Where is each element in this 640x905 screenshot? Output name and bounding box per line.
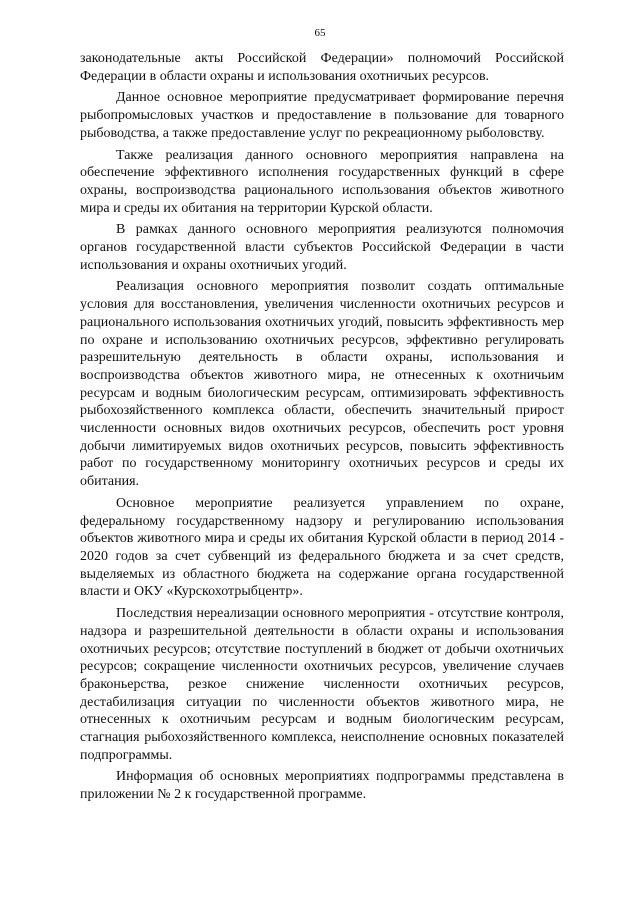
paragraph-continuation: законодательные акты Российской Федерации» полномочий Российской Федерации в области охраны и использования охотничьих ресурсов. (80, 51, 564, 84)
paragraph-appendix-reference: Информация об основных мероприятиях подпрограммы представлена в приложении № 2 к государственной программе. (80, 769, 564, 803)
paragraph-state-functions: Также реализация данного основного мероприятия направлена на обеспечение эффективного исполнения государственных функций в сфере охраны, воспроизводства рационального использования объектов животного мира и среды их обитания на территории Курской области. (80, 147, 564, 216)
paragraph-executor: Основное мероприятие реализуется управлением по охране, федеральному государственному надзору и регулированию использования объектов животного мира и среды их обитания Курской области в период 2014 - 2020 годов за счет субвенций из федерального бюджета и за счет средств, выделяемых из областного бюджета на содержание органа государственной власти и ОКУ «Курскохотрыбцентр». (80, 495, 564, 600)
paragraph-fish-plots: Данное основное мероприятие предусматривает формирование перечня рыбопромысловых участков и предоставление в пользование для товарного рыбоводства, а также предоставление услуг по рекреационному рыболовству. (80, 90, 564, 141)
document-body (80, 50, 564, 808)
paragraph-implementation: Реализация основного мероприятия позволит создать оптимальные условия для восстановления, увеличения численности охотничьих ресурсов и рационального использования охотничьих угодий, повысить эффективность мер по охране и использованию охотничьих ресурсов, эффективно регулировать разрешительную деятельность в области охраны, использования и воспроизводства объектов животного мира, не отнесенных к охотничьим ресурсам и водным биологическим ресурсам, оптимизировать эффективность рыбохозяйственного комплекса области, обеспечить значительный прирост численности основных видов охотничьих ресурсов, обеспечить рост уровня добычи лимитируемых видов охотничьих ресурсов, повысить эффективность работ по государственному мониторингу охотничьих ресурсов и среды их обитания. (80, 279, 564, 490)
page-number: 65 (314, 27, 326, 39)
paragraph-consequences: Последствия нереализации основного мероприятия - отсутствие контроля, надзора и разрешительной деятельности в области охраны и использования охотничьих ресурсов; отсутствие поступлений в бюджет от добычи охотничьих ресурсов; сокращение численности охотничьих ресурсов, увеличение случаев браконьерства, резкое снижение численности охотничьих ресурсов, дестабилизация ситуации по численности объектов животного мира, не отнесенных к охотничьим ресурсам и водным биологическим ресурсам, стагнация рыбохозяйственного комплекса, неисполнение основных показателей подпрограммы. (80, 606, 564, 763)
paragraph-authority: В рамках данного основного мероприятия реализуются полномочия органов государственной власти субъектов Российской Федерации в части использования и охраны охотничьих угодий. (80, 222, 564, 273)
